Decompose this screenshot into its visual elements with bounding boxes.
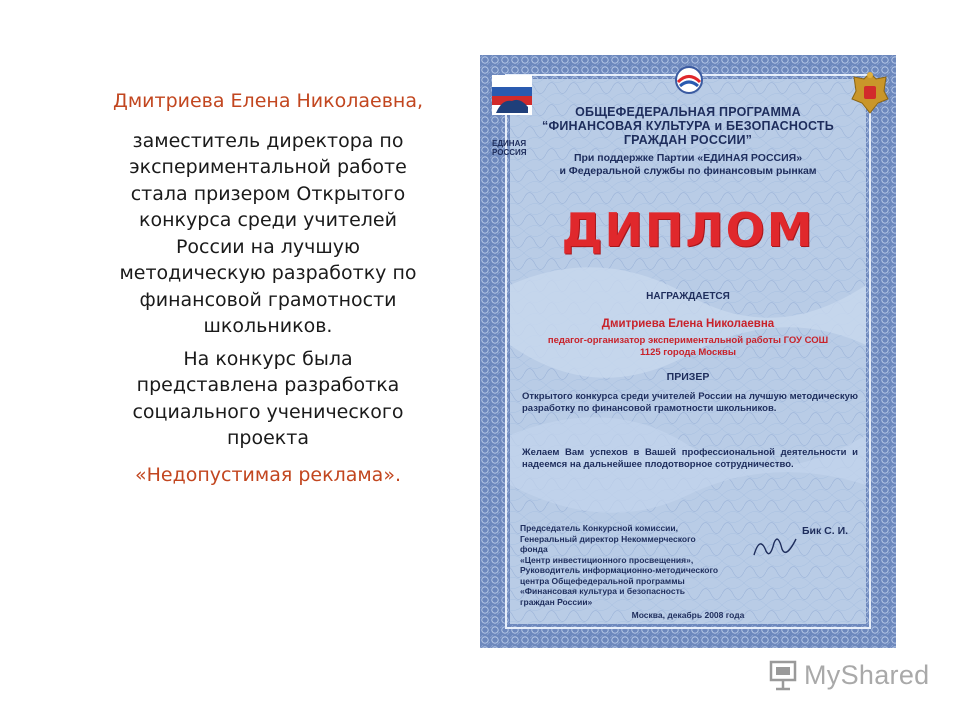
text-line: конкурса среди учителей — [139, 209, 397, 231]
party-logo-label: ЕДИНАЯ РОССИЯ — [492, 139, 527, 157]
paragraph-achievement — [86, 128, 450, 340]
award-description — [86, 88, 450, 488]
presentation-board-icon — [768, 659, 798, 691]
wishes-text: Желаем Вам успехов в Вашей профессиональной деятельности и надеемся на дальнейшее плодотворное сотрудничество. — [522, 447, 858, 470]
text-line: методическую разработку по — [119, 262, 417, 284]
text-line: представлена разработка — [136, 374, 400, 396]
signature-scribble-icon — [750, 529, 800, 563]
recipient-role-line: педагог-организатор экспериментальной работы ГОУ СОШ — [547, 335, 829, 346]
awarded-label: НАГРАЖДАЕТСЯ — [646, 291, 730, 302]
signatory-line: центра Общефедеральной программы — [520, 575, 685, 586]
signatory-line: Руководитель информационно-методического — [520, 565, 719, 575]
signatory-line: Председатель Конкурсной комиссии, — [520, 523, 678, 533]
text-line: России на лучшую — [175, 235, 361, 258]
person-name: Дмитриева Елена Николаевна, — [112, 90, 424, 112]
text-line: экспериментальной работе — [129, 156, 407, 178]
program-title-line: ОБЩЕФЕДЕРАЛЬНАЯ ПРОГРАММА — [575, 105, 801, 119]
diploma-image — [480, 55, 896, 648]
signatory-line: «Финансовая культура и безопасность граждан России» — [520, 586, 685, 607]
paragraph-project — [86, 346, 450, 452]
recipient-role-line: 1125 города Москвы — [640, 347, 736, 358]
text-line: проекта — [227, 427, 309, 449]
text-line: На конкурс была — [183, 347, 353, 370]
text-line: заместитель директора по — [132, 129, 404, 152]
text-line: финансовой грамотности — [139, 288, 397, 311]
project-name: «Недопустимая реклама». — [135, 463, 401, 486]
signatory-line: «Центр инвестиционного просвещения», — [520, 554, 694, 565]
program-emblem-icon — [674, 65, 704, 95]
support-line: и Федеральной службы по финансовым рынкам — [559, 165, 817, 177]
text-line: социального ученического — [132, 400, 404, 423]
program-title-line: ГРАЖДАН РОССИИ” — [623, 133, 753, 147]
text-line: стала призером Открытого — [130, 182, 406, 205]
signatory-block — [520, 523, 720, 607]
diploma-title: ДИПЛОМ — [561, 203, 815, 257]
watermark-text: MyShared — [804, 659, 930, 690]
recipient-name: Дмитриева Елена Николаевна — [601, 318, 775, 330]
program-title-line: “ФИНАНСОВАЯ КУЛЬТУРА и БЕЗОПАСНОСТЬ — [542, 119, 834, 133]
site-watermark — [768, 655, 929, 695]
place-date: Москва, декабрь 2008 года — [631, 610, 745, 620]
award-body-text: Открытого конкурса среди учителей России на лучшую методическую разработку по финансовой грамотности школьников. — [522, 391, 858, 414]
support-line: При поддержке Партии «ЕДИНАЯ РОССИЯ» — [573, 152, 803, 164]
text-line: школьников. — [203, 315, 333, 337]
prize-label: ПРИЗЕР — [666, 371, 710, 383]
signatory-line: Генеральный директор Некоммерческого фонда — [520, 533, 696, 554]
signatory-name: Бик С. И. — [802, 525, 849, 537]
